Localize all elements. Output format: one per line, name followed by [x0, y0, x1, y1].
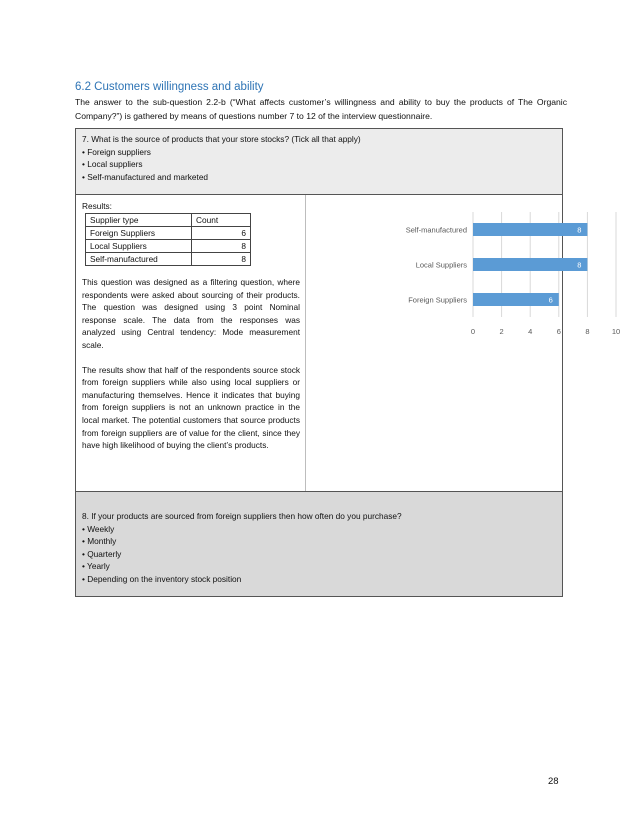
x-tick-label: 0	[470, 327, 476, 336]
table-header-supplier: Supplier type	[86, 214, 192, 227]
q8-option-weekly: • Weekly	[82, 523, 115, 534]
x-tick-label: 2	[499, 327, 504, 336]
x-tick-label: 8	[585, 327, 590, 336]
bar	[473, 258, 587, 271]
table-row	[86, 240, 251, 253]
bar	[473, 223, 587, 236]
results-text-column	[76, 195, 306, 491]
data-label: 6	[548, 295, 553, 305]
q7-option-self: • Self-manufactured and marketed	[82, 171, 209, 182]
table-cell: Local Suppliers	[86, 240, 192, 253]
table-cell: 6	[192, 227, 251, 240]
supplier-bar-chart	[308, 195, 621, 345]
q8-option-monthly: • Monthly	[82, 536, 117, 547]
table-row	[86, 227, 251, 240]
x-tick-label: 6	[556, 327, 561, 336]
q7-option-foreign: • Foreign suppliers	[82, 146, 151, 157]
page-number: 28	[548, 776, 559, 787]
question-8-box	[75, 491, 563, 597]
intro-paragraph: The answer to the sub-question 2.2-b (“What affects customer’s willingness and ability to buy the products of The Organic Company?”) is gathered by means of questions number 7 to 12 of the interview questionnaire.	[75, 97, 567, 121]
table-header-row	[86, 214, 251, 227]
supplier-count-table	[85, 213, 251, 266]
table-cell: 8	[192, 240, 251, 253]
data-label: 8	[577, 225, 582, 235]
bar	[473, 293, 559, 306]
question-8-text: 8. If your products are sourced from foreign suppliers then how often do you purchase?	[82, 511, 402, 521]
category-label: Self-manufactured	[405, 225, 467, 235]
question-7-text: 7. What is the source of products that your store stocks? (Tick all that apply)	[82, 134, 361, 144]
results-paragraph-1: This question was designed as a filtering question, where respondents were asked about sourcing of their products. The question was designed using 3 point Nominal response scale. The data from the responses was analyzed using Central tendency: Mode measurement scale.	[82, 277, 300, 350]
results-label: Results:	[82, 201, 112, 211]
question-7-box	[75, 128, 563, 195]
table-header-count: Count	[192, 214, 251, 227]
table-row	[86, 253, 251, 266]
q8-option-quarterly: • Quarterly	[82, 548, 122, 559]
results-box	[75, 194, 621, 492]
q8-option-inventory: • Depending on the inventory stock position	[82, 573, 242, 584]
table-cell: 8	[192, 253, 251, 266]
results-paragraph-2: The results show that half of the respondents source stock from foreign suppliers while also using local suppliers or manufacturing themselves. Hence it indicates that buying from foreign suppliers is not an unknown practice in the local market. The potential customers that source products from foreign suppliers are of value for the client, since they have high likelihood of buying the client’s products.	[82, 364, 300, 451]
x-tick-label: 10	[611, 327, 621, 336]
x-tick-label: 4	[528, 327, 533, 336]
q7-option-local: • Local suppliers	[82, 159, 143, 170]
table-cell: Self-manufactured	[86, 253, 192, 266]
data-label: 8	[577, 260, 582, 270]
table-cell: Foreign Suppliers	[86, 227, 192, 240]
category-label: Local Suppliers	[415, 260, 467, 270]
category-label: Foreign Suppliers	[408, 295, 467, 305]
q8-option-yearly: • Yearly	[82, 561, 110, 572]
section-heading: 6.2 Customers willingness and ability	[75, 81, 264, 93]
